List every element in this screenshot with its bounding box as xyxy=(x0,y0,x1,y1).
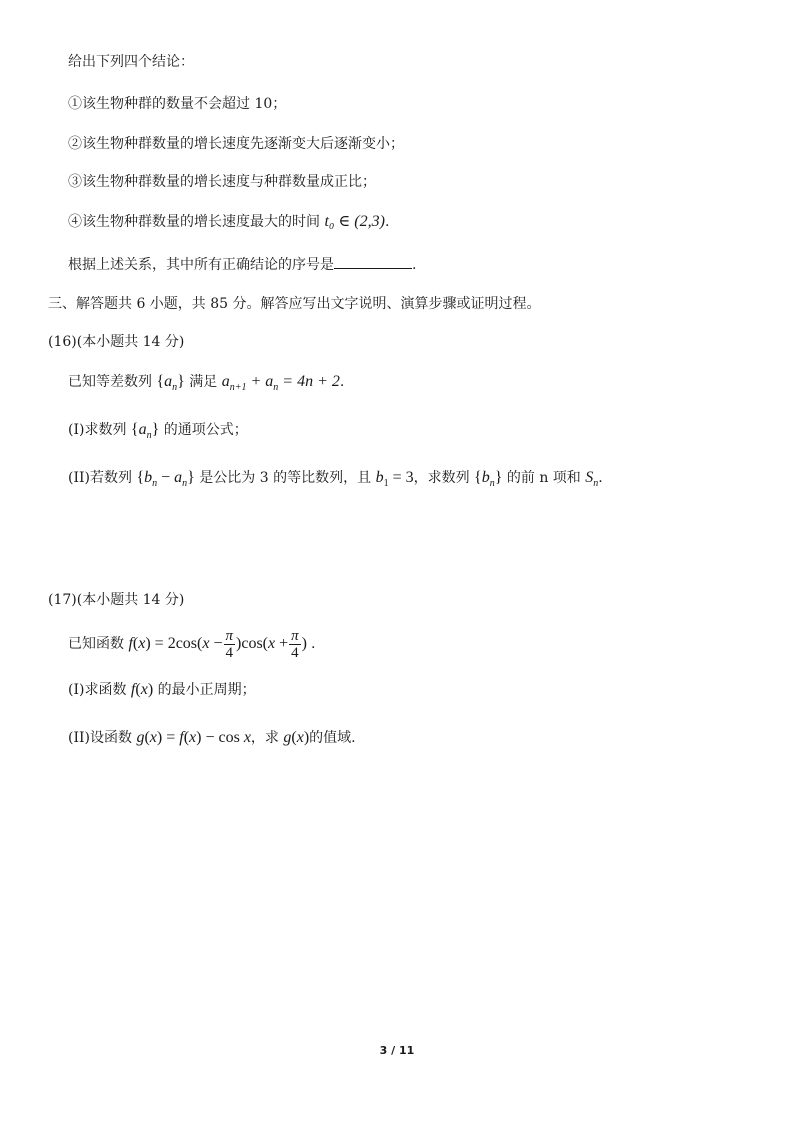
problem-17-part-2: (II)设函数 g(x) = f(x) − cos x，求 g(x)的值域. xyxy=(68,729,356,746)
gx-symbol: g(x) xyxy=(283,729,310,746)
intro-text: 给出下列四个结论： xyxy=(68,54,194,70)
sum-sn: $S_n$ xyxy=(585,469,599,490)
fill-in-question xyxy=(68,254,416,275)
recurrence-eq: $a_{n+1} + a_n = 4n + 2$ xyxy=(221,373,340,394)
seq-b-braces: $\{b_n\}$ xyxy=(474,469,503,490)
problem-16-part-1: (I)求数列 $\{a_n\}$ 的通项公式； xyxy=(68,421,248,442)
problem-16-header: (16)(本小题共 14 分) xyxy=(48,334,185,350)
gx-def: g(x) = f(x) − cos x xyxy=(136,729,251,746)
problem-16-statement: 已知等差数列 $\{a_n\}$ 满足 $a_{n+1} + a_n = 4n + 2$. xyxy=(68,373,345,394)
fill-prompt: 根据上述关系，其中所有正确结论的序号是 xyxy=(68,257,334,273)
seq-a-braces: $\{a_n\}$ xyxy=(130,421,160,442)
problem-17-header: (17)(本小题共 14 分) xyxy=(48,592,185,608)
function-def: f(x) = 2cos(x − $\frac{\pi}{4}$ )cos(x + $\frac{\pi}{4}$ ) xyxy=(128,627,311,661)
conclusion-1: ①该生物种群的数量不会超过 10； xyxy=(68,96,287,112)
fx-symbol: f(x) xyxy=(130,681,154,698)
seq-a-braces: $\{a_n\}$ xyxy=(156,373,185,394)
seq-b-minus-a: $\{b_n - a_n\}$ xyxy=(136,469,195,490)
conclusion-4 xyxy=(68,212,389,232)
problem-17-part-1: (I)求函数 f(x) 的最小正周期； xyxy=(68,681,256,698)
conclusion-4-text: ④该生物种群数量的增长速度最大的时间 xyxy=(68,214,320,230)
b1-eq: $b_1 = 3$ xyxy=(375,469,414,490)
answer-blank[interactable] xyxy=(334,254,412,269)
conclusion-2: ②该生物种群数量的增长速度先逐渐变大后逐渐变小； xyxy=(68,136,404,152)
conclusion-4-end: . xyxy=(384,214,390,230)
section-3-heading: 三、解答题共 6 小题，共 85 分。解答应写出文字说明、演算步骤或证明过程。 xyxy=(48,296,541,312)
conclusion-3: ③该生物种群数量的增长速度与种群数量成正比； xyxy=(68,174,376,190)
fill-end: . xyxy=(412,257,417,273)
page-number: 3 / 11 xyxy=(379,1044,415,1057)
problem-17-statement: 已知函数 f(x) = 2cos(x − $\frac{\pi}{4}$ )cos(x + $\frac{\pi}{4}$ ) . xyxy=(68,627,316,661)
problem-16-part-2: (II)若数列 $\{b_n - a_n\}$ 是公比为 3 的等比数列，且 $b_1 = 3$，求数列 $\{b_n\}$ 的前 n 项和 $S_n$. xyxy=(68,469,603,490)
conclusion-4-math: t₀ ∈ (2,3) xyxy=(324,213,385,230)
